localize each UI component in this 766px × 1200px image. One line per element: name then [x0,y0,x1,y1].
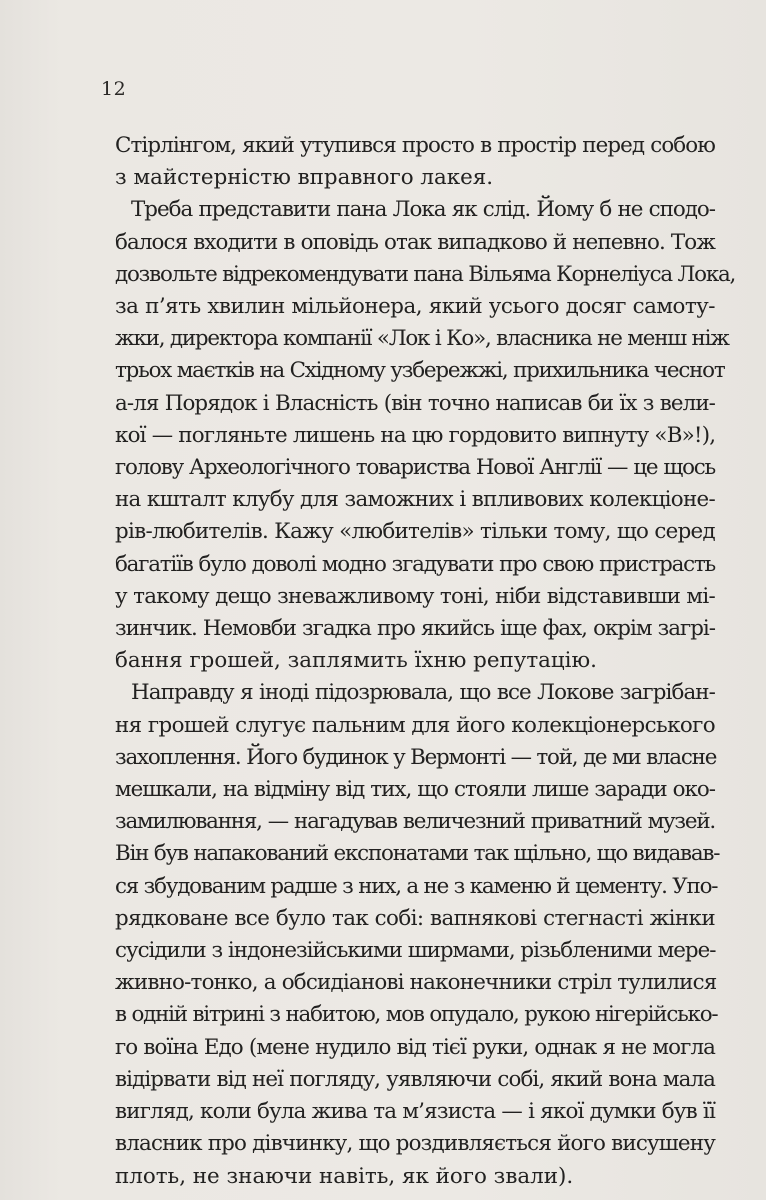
text-line: Стірлінгом, який утупився просто в простір перед собою [115,133,715,158]
text-line: Направду я іноді підозрювала, що все Локове загрібан- [131,680,715,706]
text-line: зинчик. Немовби згадка про якийсь іще фах, окрім загрі- [115,616,715,642]
text-line: жки, директора компанії «Лок і Ко», власника не менш ніж [115,326,729,352]
paragraph [115,194,736,677]
text-line: ся збудованим радше з них, а не з каменю й цементу. Упо- [115,873,718,899]
text-line: голову Археологічного товариства Нової Англії — це щось [115,455,715,481]
text-line: на кшталт клубу для заможних і впливових колекціоне- [115,487,715,513]
text-line: мешкали, на відміну від тих, що стояли лише заради око- [115,777,715,803]
paragraph [115,130,715,194]
text-line: а-ля Порядок і Власність (він точно написав би їх з вели- [115,390,715,416]
text-line: живно-тонко, а обсидіанові наконечники стріл тулилися [115,970,717,996]
text-line: рядковане все було так собі: вапнякові стегнасті жінки [115,905,715,931]
text-line: багатіїв було доволі модно згадувати про свою пристрасть [115,551,715,577]
text-line: власник про дівчинку, що роздивляється його висушену [115,1131,715,1157]
page-number: 12 [101,78,127,100]
text-line: рів-любителів. Кажу «любителів» тільки тому, що серед [115,519,715,545]
text-line: плоть, не знаючи навіть, як його звали). [115,1163,574,1189]
text-line: го воїна Едо (мене нудило від тієї руки, однак я не могла [115,1034,715,1060]
text-line: дозвольте відрекомендувати пана Вільяма Корнеліуса Лока, [115,261,736,287]
text-line: в одній вітрині з набитою, мов опудало, рукою нігерійсько- [115,1002,718,1028]
text-line: сусідили з індонезійськими ширмами, різьбленими мере- [115,938,716,964]
text-line: з майстерністю вправного лакея. [115,165,494,191]
text-line: вигляд, коли була жива та м’язиста — і якої думки був її [115,1099,715,1125]
text-line: захоплення. Його будинок у Вермонті — той, де ми власне [115,744,717,770]
text-line: Треба представити пана Лока як слід. Йому б не сподо- [131,197,715,223]
text-line: у такому дещо зневажливому тоні, ніби відставивши мі- [115,583,715,609]
text-line: ня грошей слугує пальним для його колекціонерського [115,712,715,738]
text-line: трьох маєтків на Східному узбережжі, прихильника чеснот [115,358,725,384]
text-line: Він був напакований експонатами так щільно, що видавав- [115,841,720,867]
text-line: кої — погляньте лишень на цю гордовито випнуту «В»!), [115,422,716,448]
text-line: замилювання, — нагадував величезний приватний музей. [115,809,715,835]
text-line: бання грошей, заплямить їхню репутацію. [115,648,597,674]
text-line: за п’ять хвилин мільйонера, який усього досяг самоту- [115,294,715,320]
paragraph [115,677,720,1192]
text-line: балося входити в оповідь отак випадково й непевно. Тож [115,229,715,255]
text-line: відірвати від неї погляду, уявляючи собі, який вона мала [115,1066,715,1092]
body-text [115,130,736,1193]
